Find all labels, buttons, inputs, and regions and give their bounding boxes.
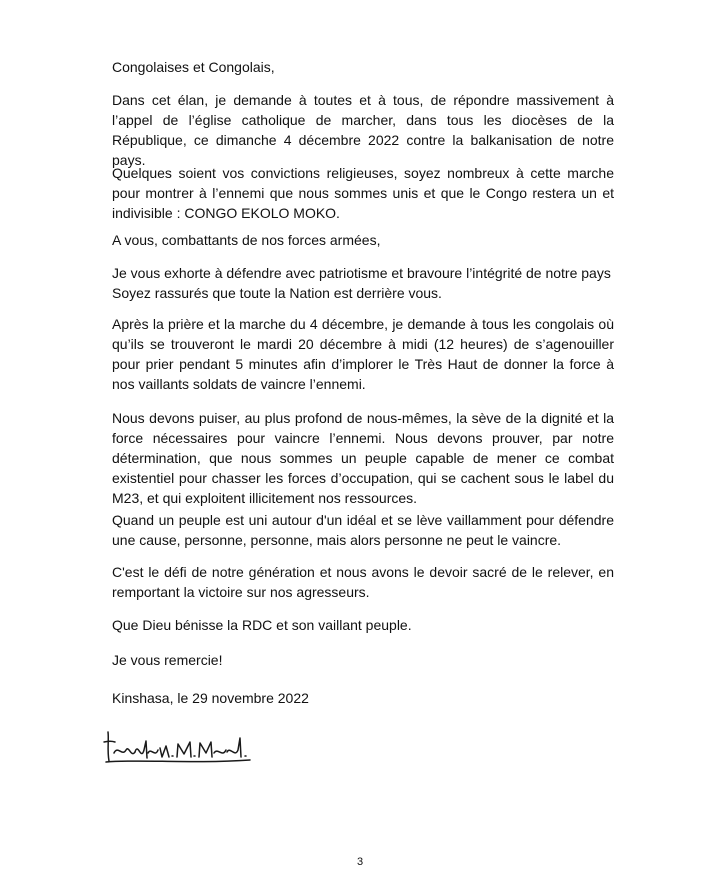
paragraph-convictions: Quelques soient vos convictions religieuses, soyez nombreux à cette marche pour montrer à l’ennemi que nous sommes unis et que le Congo restera un et indivisible : CONGO EKOLO MOKO.: [112, 165, 614, 221]
paragraph-united-people: Quand un peuple est uni autour d'un idéal et se lève vaillamment pour défendre une cause, personne, personne, mais alors personne ne peut le vaincre.: [112, 512, 614, 548]
paragraph-appeal-march: Dans cet élan, je demande à toutes et à tous, de répondre massivement à l’appel de l’église catholique de marcher, dans tous les diocèses de la République, ce dimanche 4 décembre 2022 contre la balkanisation de notre pays.: [112, 92, 614, 168]
salutation: Congolaises et Congolais,: [112, 59, 275, 75]
page-number: 3: [356, 856, 364, 868]
place-and-date: Kinshasa, le 29 novembre 2022: [112, 690, 309, 706]
paragraph-prayer: Après la prière et la marche du 4 décembre, je demande à tous les congolais où qu’ils se trouveront le mardi 20 décembre à midi (12 heures) de s’agenouiller pour prier pendant 5 minutes afin d’implorer le Très Haut de donner la force à nos vaillants soldats de vaincre l’ennemi.: [112, 316, 614, 392]
paragraph-dignity: Nous devons puiser, au plus profond de nous-mêmes, la sève de la dignité et la force nécessaires pour vaincre l’ennemi. Nous devons prouver, par notre détermination, que nous sommes un peuple capable de mener ce combat existentiel pour chasser les forces d’occupation, qui se cachent sous le label du M23, et qui exploitent illicitement nos ressources.: [112, 410, 614, 506]
paragraph-challenge: C'est le défi de notre génération et nous avons le devoir sacré de le relever, en remportant la victoire sur nos agresseurs.: [112, 564, 614, 600]
paragraph-thanks: Je vous remercie!: [112, 652, 223, 668]
paragraph-address-forces: A vous, combattants de nos forces armées,: [112, 232, 381, 248]
paragraph-blessing: Que Dieu bénisse la RDC et son vaillant peuple.: [112, 617, 412, 633]
paragraph-exhortation: Je vous exhorte à défendre avec patriotisme et bravoure l’intégrité de notre pays Soyez rassurés que toute la Nation est derrière vous.: [112, 265, 611, 301]
handwritten-signature: [100, 728, 260, 766]
